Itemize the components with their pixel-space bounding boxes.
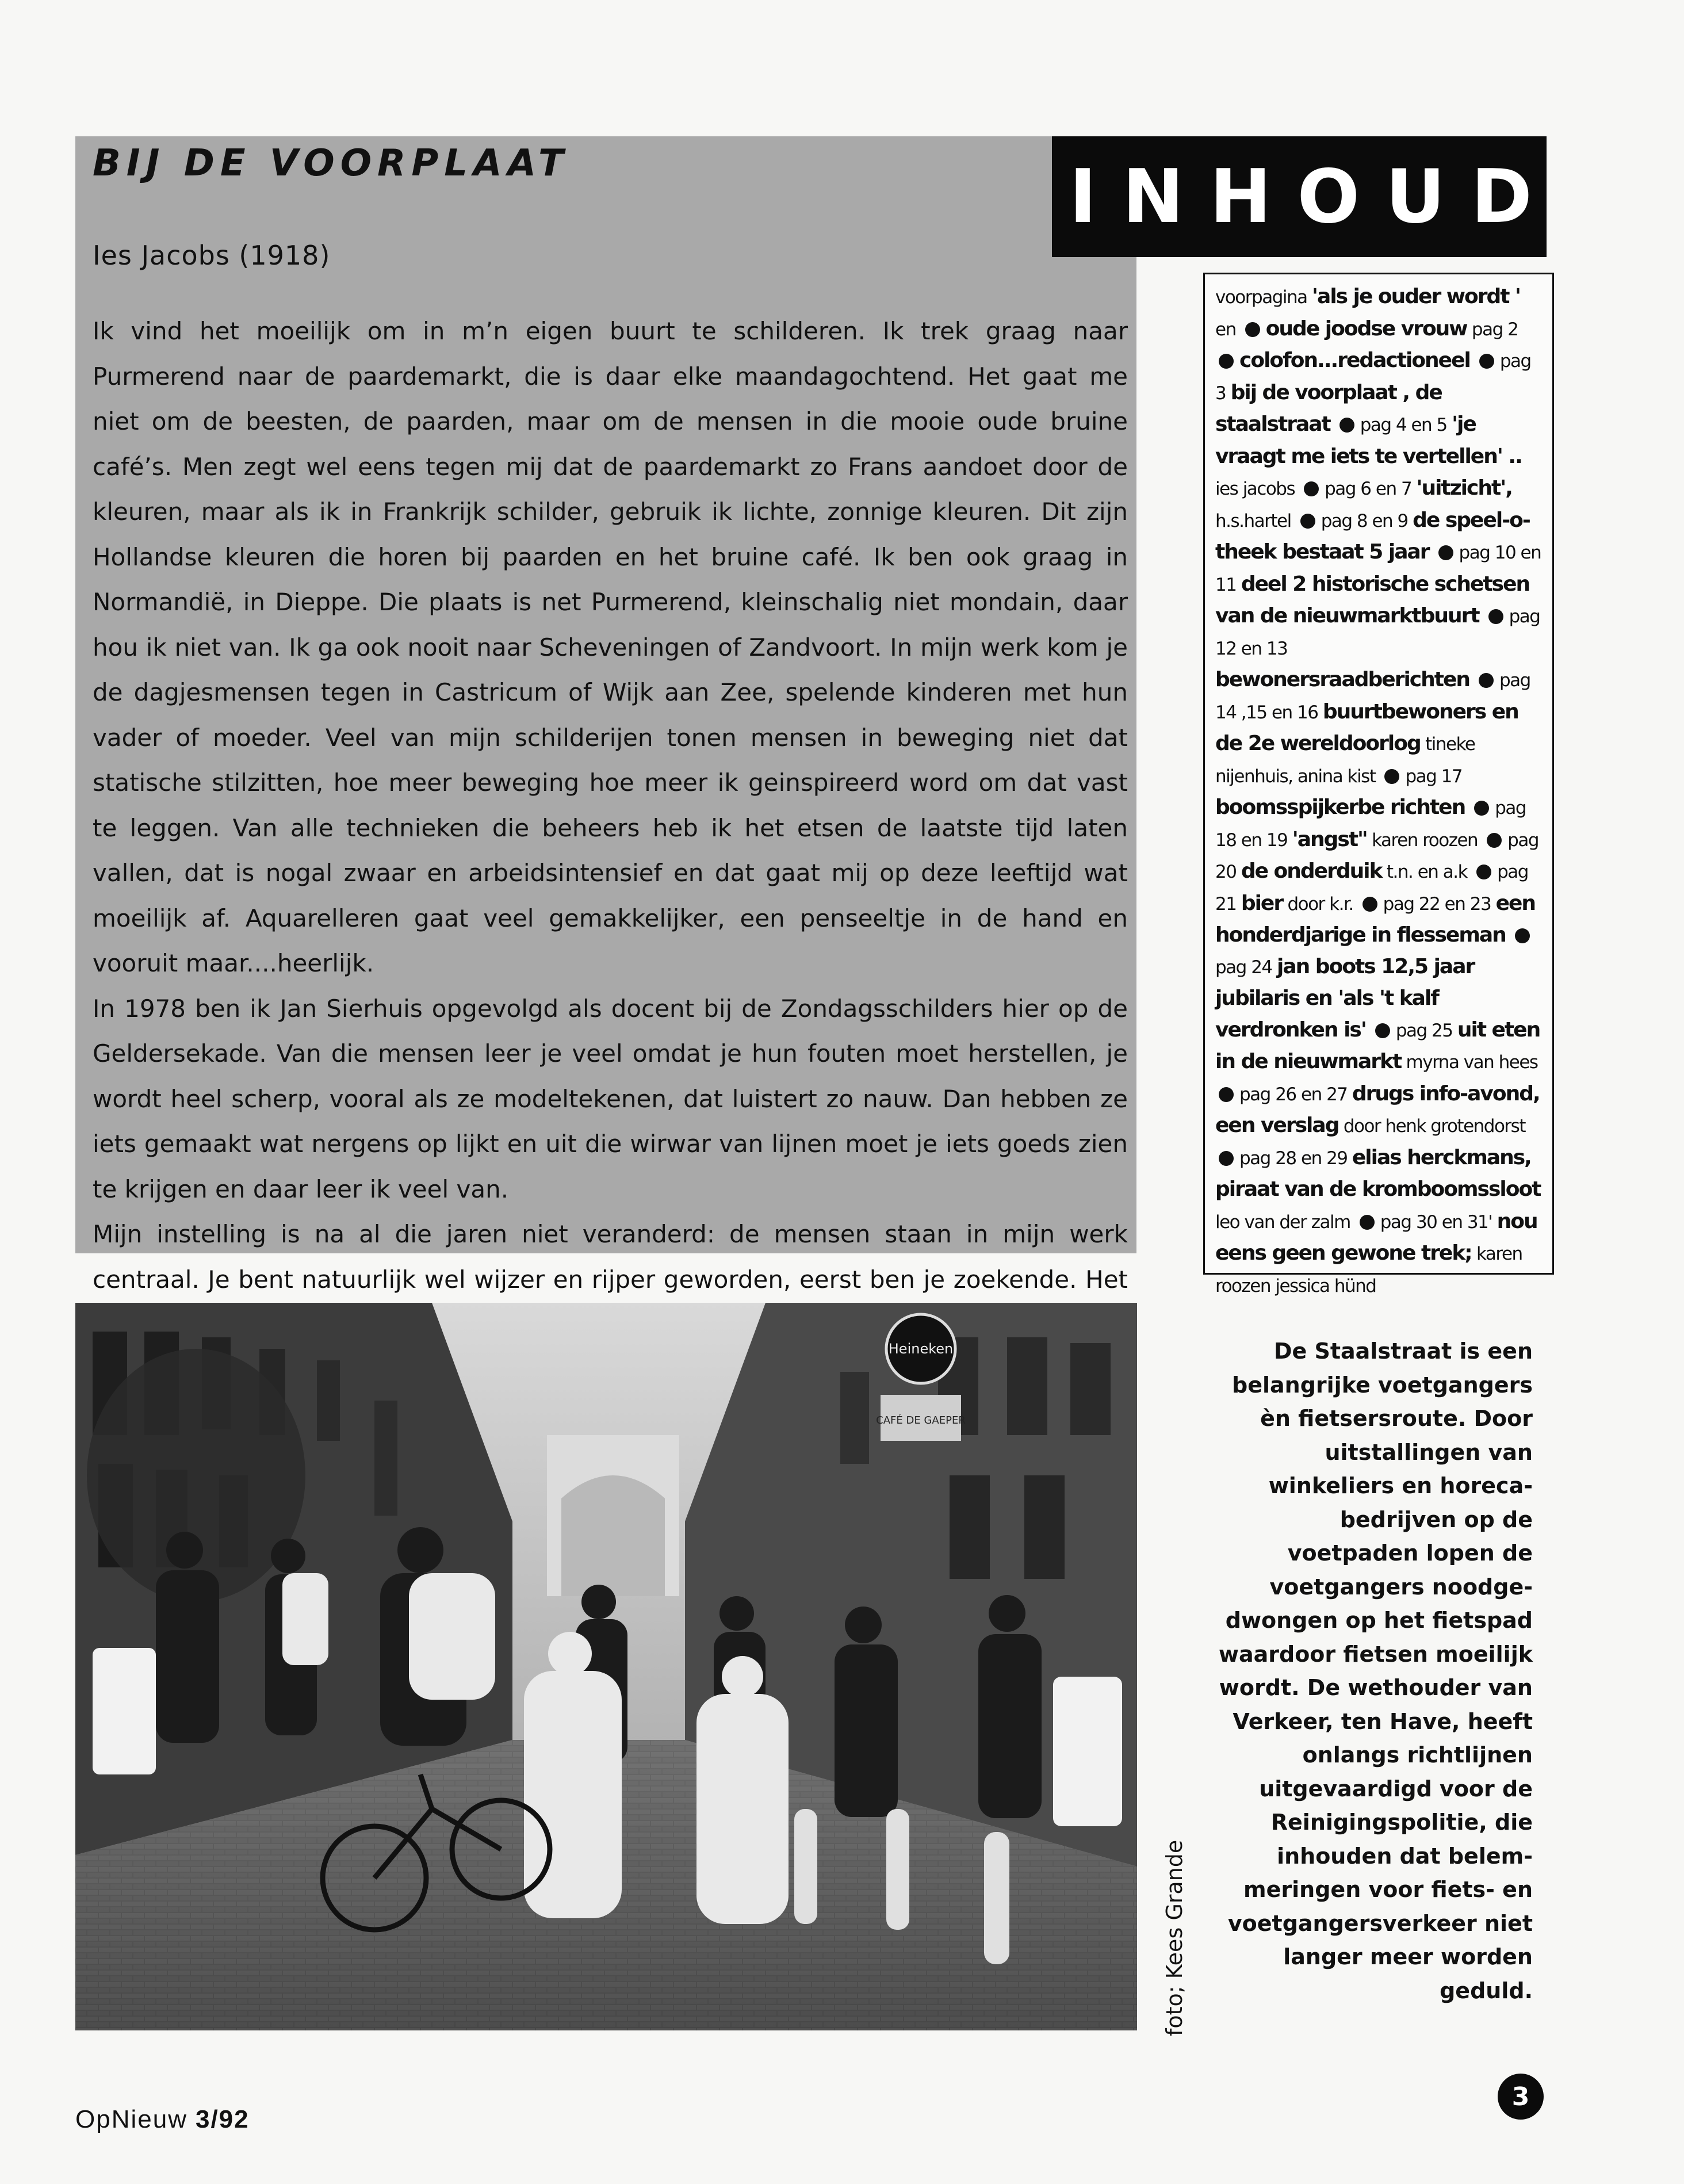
- photo-credit-text: foto; Kees Grande: [1162, 1839, 1187, 2036]
- entry-author: door henk grotendorst: [1338, 1116, 1525, 1137]
- entry-author: en: [1215, 319, 1236, 340]
- article-paragraph: Mijn instelling is na al die jaren niet veranderd: de mensen staan in mijn werk centraal. Je bent natuurlijk wel wijzer en rijper geworden, eerst ben je zoekende. Het: [93, 1220, 1128, 1294]
- entry-page: pag 30 en 31': [1380, 1211, 1497, 1233]
- article-paragraph: Ik vind het moeilijk om in m’n eigen buurt te schilderen. Ik trek graag naar Purmerend naar de paardemarkt, die is daar elke maandagochtend. Het gaat me niet om de beesten, de paarden, maar om de mensen in die mooie oude bruine café’s. Men zegt wel eens tegen mij dat de paardemarkt zo Frans aandoet door de kleuren, maar als ik in Frankrijk schilder, gebruik ik lichte, zonnige kleuren. Dit zijn Hollandse kleuren die horen bij paarden en het bruine café. Ik ben ook graag in Normandië, in Dieppe. Die plaats is net Purmerend, kleinschalig niet mondain, daar hou ik niet van. Ik ga ook nooit naar Scheveningen of Zandvoort. In mijn werk kom je de dagjesmensen tegen in Castricum of Wijk aan Zee, spelende kinderen met hun vader of moeder. Veel van mijn schilderijen tonen mensen in beweging niet dat statische stilzitten, hoe meer beweging hoe meer ik geinspireerd word om dat vast te leggen. Van alle technieken die beheers heb ik het etsen de laatste tijd laten vallen, dat is nogal zwaar en arbeidsintensief en dat gaat mij op deze leeftijd wat moeilijk af. Aquarelleren gaat veel gemakkelijker, een penseeltje in de hand en vooruit maar....heerlijk.: [93, 317, 1128, 977]
- caption-line: uitstallingen van: [1325, 1439, 1533, 1465]
- bullet-icon: [1219, 1087, 1234, 1102]
- entry-page: pag 6 en 7: [1325, 479, 1417, 499]
- bullet-icon: [1438, 545, 1453, 560]
- caption-line: voetpaden lopen de: [1287, 1540, 1533, 1566]
- entry-title: nou eens geen gewone trek;: [1215, 1209, 1537, 1265]
- caption-line: èn fietsersroute. Door: [1260, 1406, 1533, 1431]
- street-photo: [75, 1303, 1137, 2030]
- entry-page: pag 20: [1215, 829, 1538, 882]
- entry-author: pag 2: [1467, 319, 1518, 340]
- entry-page: pag 17: [1405, 766, 1463, 787]
- entry-page: pag 26 en 27: [1239, 1084, 1352, 1105]
- entry-page: pag 18 en 19: [1215, 798, 1526, 851]
- entry-page: voorpagina: [1215, 287, 1312, 308]
- caption-line: langer meer worden: [1283, 1944, 1533, 1969]
- bullet-icon: [1219, 354, 1234, 369]
- entry-title: colofon...redactioneel: [1239, 349, 1470, 372]
- caption-line: Reinigingspolitie, die: [1270, 1810, 1533, 1835]
- caption-line: wordt. De wethouder van: [1219, 1675, 1533, 1700]
- caption-line: De Staalstraat is een: [1273, 1338, 1533, 1364]
- contents-list: [1203, 273, 1554, 1296]
- entry-page: pag 10 en 11: [1215, 542, 1541, 595]
- heineken-sign: Heineken: [888, 1341, 954, 1357]
- bullet-icon: [1300, 514, 1315, 529]
- entry-title: drugs info-avond, een verslag: [1215, 1081, 1540, 1137]
- entry-page: pag 22 en 23: [1383, 893, 1496, 915]
- bullet-icon: [1488, 609, 1503, 624]
- entry-author: myrna van hees: [1401, 1052, 1538, 1073]
- entry-author: karen roozen jessica hünd: [1215, 1244, 1522, 1296]
- bullet-icon: [1384, 769, 1399, 784]
- entry-title: boomsspijkerbe richten: [1215, 795, 1465, 819]
- entry-page: pag 24: [1215, 957, 1277, 978]
- article-subtitle: Ies Jacobs (1918): [93, 240, 331, 271]
- entry-title: 'uitzicht',: [1416, 476, 1512, 500]
- entry-author: h.s.hartel: [1215, 510, 1291, 531]
- entry-page: pag 14 ,15 en 16: [1215, 670, 1530, 723]
- entry-author: door k.r.: [1283, 893, 1353, 915]
- caption-line: winkeliers en horeca-: [1268, 1473, 1533, 1498]
- cafe-sign: CAFÉ DE GAEPER: [876, 1414, 966, 1426]
- entry-title: elias herckmans, piraat van de kromboomssloot: [1215, 1145, 1541, 1201]
- caption-line: Verkeer, ten Have, heeft: [1233, 1708, 1533, 1734]
- entry-author: ies jacobs: [1215, 479, 1295, 499]
- caption-line: meringen voor fiets- en: [1243, 1877, 1533, 1902]
- entry-page: pag 4 en 5: [1360, 415, 1452, 435]
- bullet-icon: [1339, 418, 1354, 433]
- page-number: 3: [1498, 2074, 1544, 2120]
- photo-credit: [1162, 1829, 1196, 2036]
- inhoud-letter: H: [1210, 154, 1272, 240]
- caption-line: voetgangersverkeer niet: [1227, 1910, 1533, 1936]
- entry-author: karen roozen: [1367, 829, 1478, 851]
- entry-title: de onderduik: [1241, 859, 1382, 883]
- street-photo-illustration: [75, 1303, 1137, 2030]
- entry-title: 'als je ouder wordt ': [1312, 285, 1521, 308]
- bullet-icon: [1479, 354, 1494, 369]
- entry-page: pag 12 en 13: [1215, 606, 1540, 659]
- contents-entry[interactable]: [1239, 349, 1470, 372]
- inhoud-letter: N: [1122, 154, 1184, 240]
- bullet-icon: [1304, 481, 1319, 496]
- bullet-icon: [1515, 928, 1530, 943]
- bullet-icon: [1360, 1215, 1375, 1230]
- entry-title: een honderdjarige in flesseman: [1215, 891, 1536, 947]
- entry-title: bier: [1241, 891, 1283, 915]
- inhoud-letter: D: [1471, 154, 1532, 240]
- caption-line: uitgevaardigd voor de: [1259, 1776, 1533, 1801]
- bullet-icon: [1375, 1023, 1390, 1038]
- entry-title: oude joodse vrouw: [1265, 316, 1467, 341]
- entry-title: bij de voorplaat , de staalstraat: [1215, 380, 1442, 436]
- inhoud-letter: I: [1069, 154, 1097, 240]
- entry-author: tineke nijenhuis, anina kist: [1215, 734, 1475, 787]
- bullet-icon: [1474, 801, 1489, 816]
- inhoud-header: [1052, 136, 1547, 257]
- entry-title: 'je vraagt me iets te vertellen' ..: [1215, 412, 1522, 468]
- bullet-icon: [1487, 833, 1502, 848]
- entry-author: t.n. en a.k: [1381, 862, 1468, 882]
- caption-line: onlangs richtlijnen: [1302, 1742, 1533, 1768]
- bullet-icon: [1245, 322, 1260, 337]
- caption-line: inhouden dat belem-: [1277, 1843, 1533, 1869]
- entry-page: pag 3: [1215, 351, 1531, 404]
- caption-line: dwongen op het fietspad: [1225, 1608, 1533, 1633]
- caption-line: geduld.: [1440, 1978, 1533, 2003]
- entry-page: pag 25: [1395, 1020, 1457, 1041]
- entry-title: 'angst": [1292, 827, 1367, 851]
- entry-author: leo van der zalm: [1215, 1211, 1350, 1233]
- footer: [75, 2105, 250, 2134]
- entry-title: de speel-o-theek bestaat 5 jaar: [1215, 508, 1530, 564]
- article-title: BIJ DE VOORPLAAT: [93, 142, 569, 185]
- entry-title: uit eten in de nieuwmarkt: [1215, 1018, 1540, 1073]
- caption-line: waardoor fietsen moeilijk: [1218, 1641, 1533, 1667]
- bullet-icon: [1476, 865, 1491, 879]
- bullet-icon: [1362, 897, 1377, 912]
- photo-caption: [1208, 1334, 1533, 2007]
- bullet-icon: [1219, 1151, 1234, 1166]
- entry-page: pag 28 en 29: [1239, 1148, 1352, 1169]
- entry-title: jan boots 12,5 jaar jubilaris en 'als 't kalf verdronken is': [1215, 954, 1475, 1042]
- issue-number: 3/92: [195, 2105, 250, 2133]
- bullet-icon: [1479, 673, 1494, 688]
- entry-title: bewonersraadberichten: [1215, 668, 1470, 691]
- entry-title: buurtbewoners en de 2e wereldoorlog: [1215, 699, 1518, 755]
- caption-line: belangrijke voetgangers: [1232, 1372, 1533, 1398]
- entry-title: deel 2 historische schetsen van de nieuwmarktbuurt: [1215, 572, 1530, 628]
- caption-line: voetgangers noodge-: [1269, 1574, 1533, 1600]
- article-box: [75, 136, 1136, 1294]
- magazine-name: OpNieuw: [75, 2105, 187, 2133]
- inhoud-letter: O: [1297, 154, 1360, 240]
- entry-page: pag 8 en 9: [1321, 510, 1413, 531]
- inhoud-letter: U: [1385, 154, 1445, 240]
- article-paragraph: In 1978 ben ik Jan Sierhuis opgevolgd als docent bij de Zondagsschilders hier op de Geldersekade. Van die mensen leer je veel omdat je hun fouten moet herstellen, je wordt heel scherp, vooral als ze modeltekenen, dat luistert zo nauw. Dan hebben ze iets gemaakt wat nergens op lijkt en uit die wirwar van lijnen moet je iets goeds zien te krijgen en daar leer ik veel van.: [93, 994, 1128, 1203]
- contents-entry[interactable]: [1215, 1082, 1540, 1138]
- entry-page: pag 21: [1215, 862, 1528, 915]
- caption-line: bedrijven op de: [1339, 1506, 1533, 1532]
- article-body: [93, 309, 1128, 1348]
- contents-entry[interactable]: [1266, 317, 1518, 341]
